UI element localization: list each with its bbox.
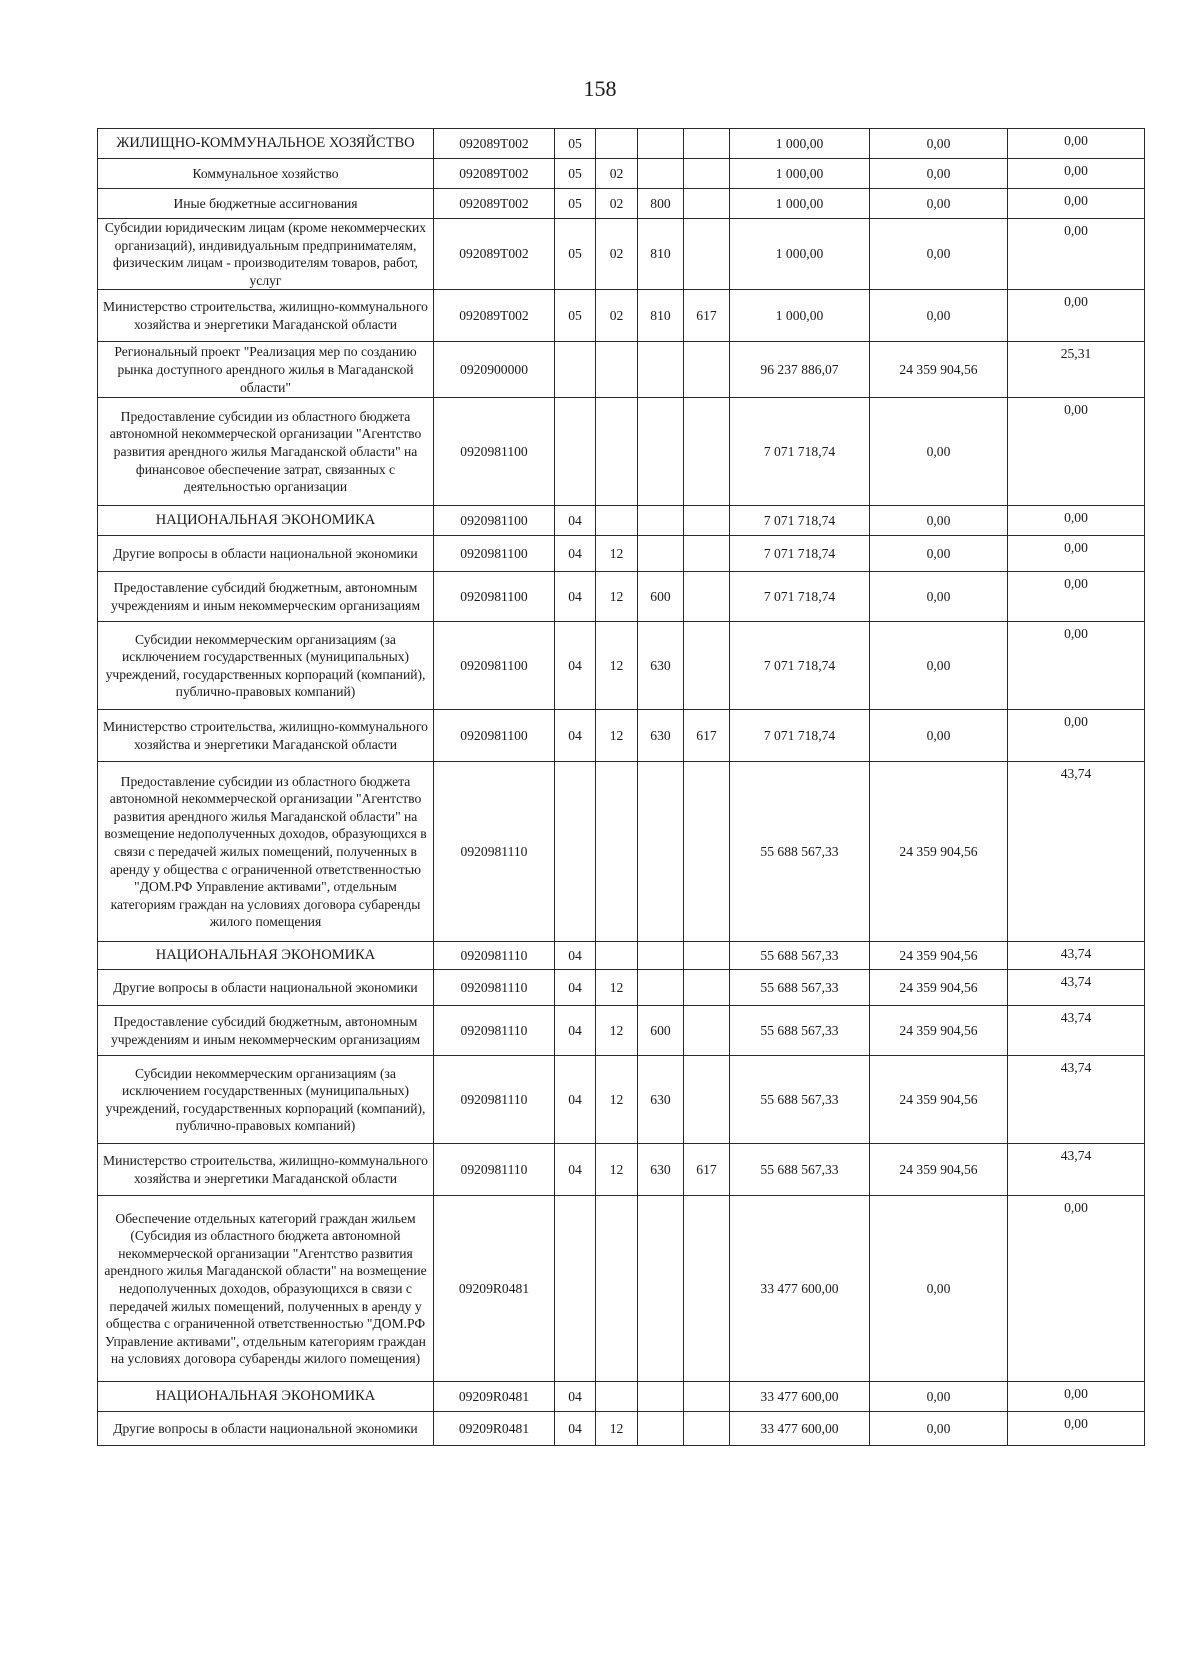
- cell-plan: 55 688 567,33: [730, 1056, 870, 1144]
- cell-name: Региональный проект "Реализация мер по созданию рынка доступного арендного жилья в Магаданской области": [98, 342, 434, 398]
- cell-section: [555, 762, 596, 942]
- cell-code: 092089Т002: [434, 159, 555, 189]
- cell-plan: 55 688 567,33: [730, 1144, 870, 1196]
- cell-subsection: 12: [596, 970, 638, 1006]
- cell-name: Предоставление субсидий бюджетным, автономным учреждениям и иным некоммерческим организациям: [98, 1006, 434, 1056]
- cell-section: 04: [555, 572, 596, 622]
- cell-plan: 33 477 600,00: [730, 1382, 870, 1412]
- cell-subsection: [596, 762, 638, 942]
- cell-subsection: 12: [596, 1144, 638, 1196]
- cell-expense-type: [638, 970, 684, 1006]
- cell-grbs: [684, 189, 730, 219]
- cell-name: Предоставление субсидии из областного бюджета автономной некоммерческой организации "Агентство развития арендного жилья Магаданской области" на возмещение недополученных доходов, образующихся в связи с передачей жилых помещений, полученных в аренду у общества с ограниченной ответственностью "ДОМ.РФ Управление активами", отдельным категориям граждан на условиях договора субаренды жилого помещения: [98, 762, 434, 942]
- cell-name: Другие вопросы в области национальной экономики: [98, 536, 434, 572]
- cell-section: 04: [555, 1382, 596, 1412]
- cell-percent: 43,74: [1008, 942, 1145, 970]
- cell-percent: 43,74: [1008, 1006, 1145, 1056]
- cell-fact: 0,00: [870, 398, 1008, 506]
- cell-percent: 0,00: [1008, 290, 1145, 342]
- cell-expense-type: [638, 1412, 684, 1446]
- cell-name: НАЦИОНАЛЬНАЯ ЭКОНОМИКА: [98, 506, 434, 536]
- cell-subsection: [596, 129, 638, 159]
- cell-code: 0920981110: [434, 762, 555, 942]
- cell-percent: 43,74: [1008, 1144, 1145, 1196]
- cell-name: Министерство строительства, жилищно-коммунального хозяйства и энергетики Магаданской области: [98, 710, 434, 762]
- table-row: [98, 1144, 1145, 1196]
- cell-expense-type: [638, 159, 684, 189]
- cell-code: 0920981110: [434, 1006, 555, 1056]
- cell-percent: 0,00: [1008, 189, 1145, 219]
- cell-plan: 1 000,00: [730, 219, 870, 290]
- cell-section: 04: [555, 942, 596, 970]
- budget-table: [97, 128, 1145, 1446]
- cell-grbs: 617: [684, 1144, 730, 1196]
- cell-section: 04: [555, 536, 596, 572]
- cell-code: 092089Т002: [434, 189, 555, 219]
- cell-name: Другие вопросы в области национальной экономики: [98, 970, 434, 1006]
- cell-plan: 33 477 600,00: [730, 1412, 870, 1446]
- cell-code: 0920900000: [434, 342, 555, 398]
- cell-fact: 0,00: [870, 710, 1008, 762]
- cell-plan: 1 000,00: [730, 290, 870, 342]
- cell-expense-type: 600: [638, 1006, 684, 1056]
- table-row: [98, 942, 1145, 970]
- cell-plan: 7 071 718,74: [730, 398, 870, 506]
- cell-grbs: [684, 398, 730, 506]
- cell-expense-type: [638, 129, 684, 159]
- cell-fact: 24 359 904,56: [870, 942, 1008, 970]
- cell-subsection: 02: [596, 290, 638, 342]
- cell-grbs: [684, 572, 730, 622]
- table-row: [98, 572, 1145, 622]
- cell-grbs: [684, 219, 730, 290]
- cell-percent: 0,00: [1008, 710, 1145, 762]
- cell-section: 05: [555, 159, 596, 189]
- cell-expense-type: 600: [638, 572, 684, 622]
- cell-plan: 7 071 718,74: [730, 710, 870, 762]
- cell-name: Предоставление субсидии из областного бюджета автономной некоммерческой организации "Агентство развития арендного жилья Магаданской области" на финансовое обеспечение затрат, связанных с деятельностью организации: [98, 398, 434, 506]
- cell-grbs: 617: [684, 290, 730, 342]
- table-row: [98, 1196, 1145, 1382]
- cell-name: Министерство строительства, жилищно-коммунального хозяйства и энергетики Магаданской области: [98, 1144, 434, 1196]
- cell-grbs: 617: [684, 710, 730, 762]
- cell-subsection: [596, 342, 638, 398]
- cell-code: 0920981100: [434, 710, 555, 762]
- page-number: 158: [583, 76, 617, 101]
- cell-name: Субсидии некоммерческим организациям (за исключением государственных (муниципальных) учреждений, государственных корпораций (компаний), публично-правовых компаний): [98, 1056, 434, 1144]
- table-row: [98, 1412, 1145, 1446]
- cell-plan: 33 477 600,00: [730, 1196, 870, 1382]
- table-row: [98, 189, 1145, 219]
- cell-fact: 0,00: [870, 129, 1008, 159]
- cell-expense-type: 630: [638, 1056, 684, 1144]
- cell-percent: 0,00: [1008, 1382, 1145, 1412]
- cell-grbs: [684, 506, 730, 536]
- cell-section: 05: [555, 189, 596, 219]
- cell-percent: 0,00: [1008, 1196, 1145, 1382]
- cell-fact: 0,00: [870, 1382, 1008, 1412]
- cell-percent: 0,00: [1008, 219, 1145, 290]
- cell-percent: 0,00: [1008, 622, 1145, 710]
- cell-expense-type: [638, 536, 684, 572]
- cell-percent: 43,74: [1008, 970, 1145, 1006]
- cell-section: 04: [555, 710, 596, 762]
- cell-grbs: [684, 342, 730, 398]
- cell-percent: 43,74: [1008, 1056, 1145, 1144]
- cell-grbs: [684, 1382, 730, 1412]
- cell-code: 0920981110: [434, 970, 555, 1006]
- cell-subsection: [596, 1382, 638, 1412]
- cell-expense-type: 630: [638, 710, 684, 762]
- cell-fact: 24 359 904,56: [870, 342, 1008, 398]
- cell-subsection: 12: [596, 536, 638, 572]
- table-row: [98, 129, 1145, 159]
- cell-grbs: [684, 1196, 730, 1382]
- table-row: [98, 1382, 1145, 1412]
- cell-name: Обеспечение отдельных категорий граждан жильем (Субсидия из областного бюджета автономной некоммерческой организации "Агентство развития арендного жилья Магаданской области" на возмещение недополученных доходов, образующихся в связи с передачей жилых помещений, полученных в аренду у общества с ограниченной ответственностью "ДОМ.РФ Управление активами", отдельным категориям граждан на условиях договора субаренды жилого помещения): [98, 1196, 434, 1382]
- cell-grbs: [684, 1412, 730, 1446]
- cell-grbs: [684, 159, 730, 189]
- cell-code: 0920981100: [434, 398, 555, 506]
- cell-fact: 0,00: [870, 506, 1008, 536]
- cell-fact: 0,00: [870, 219, 1008, 290]
- cell-name: НАЦИОНАЛЬНАЯ ЭКОНОМИКА: [98, 942, 434, 970]
- cell-plan: 55 688 567,33: [730, 942, 870, 970]
- cell-grbs: [684, 129, 730, 159]
- table-row: [98, 159, 1145, 189]
- cell-subsection: 02: [596, 219, 638, 290]
- table-row: [98, 1006, 1145, 1056]
- table-row: [98, 398, 1145, 506]
- cell-subsection: [596, 1196, 638, 1382]
- cell-code: 09209R0481: [434, 1412, 555, 1446]
- cell-section: 04: [555, 1412, 596, 1446]
- cell-plan: 96 237 886,07: [730, 342, 870, 398]
- cell-percent: 0,00: [1008, 129, 1145, 159]
- cell-plan: 55 688 567,33: [730, 1006, 870, 1056]
- table-row: [98, 622, 1145, 710]
- cell-percent: 0,00: [1008, 506, 1145, 536]
- table-body: [98, 129, 1145, 1446]
- cell-subsection: 12: [596, 710, 638, 762]
- cell-fact: 24 359 904,56: [870, 1056, 1008, 1144]
- cell-plan: 1 000,00: [730, 129, 870, 159]
- cell-section: 05: [555, 129, 596, 159]
- cell-section: 04: [555, 1006, 596, 1056]
- cell-subsection: [596, 942, 638, 970]
- cell-grbs: [684, 762, 730, 942]
- cell-fact: 24 359 904,56: [870, 762, 1008, 942]
- cell-plan: 55 688 567,33: [730, 970, 870, 1006]
- table-row: [98, 1056, 1145, 1144]
- cell-code: 0920981110: [434, 1056, 555, 1144]
- cell-code: 092089Т002: [434, 290, 555, 342]
- cell-name: Коммунальное хозяйство: [98, 159, 434, 189]
- cell-plan: 55 688 567,33: [730, 762, 870, 942]
- cell-code: 0920981100: [434, 622, 555, 710]
- cell-grbs: [684, 536, 730, 572]
- cell-expense-type: [638, 506, 684, 536]
- table-row: [98, 762, 1145, 942]
- cell-fact: 0,00: [870, 536, 1008, 572]
- cell-section: [555, 1196, 596, 1382]
- cell-expense-type: 810: [638, 290, 684, 342]
- cell-subsection: 12: [596, 572, 638, 622]
- cell-subsection: 12: [596, 1412, 638, 1446]
- cell-name: Другие вопросы в области национальной экономики: [98, 1412, 434, 1446]
- cell-code: 0920981100: [434, 536, 555, 572]
- cell-expense-type: [638, 342, 684, 398]
- cell-section: 04: [555, 970, 596, 1006]
- cell-percent: 0,00: [1008, 536, 1145, 572]
- cell-name: ЖИЛИЩНО-КОММУНАЛЬНОЕ ХОЗЯЙСТВО: [98, 129, 434, 159]
- cell-percent: 0,00: [1008, 398, 1145, 506]
- cell-plan: 1 000,00: [730, 189, 870, 219]
- table-row: [98, 342, 1145, 398]
- cell-fact: 0,00: [870, 1412, 1008, 1446]
- cell-section: 04: [555, 622, 596, 710]
- cell-fact: 24 359 904,56: [870, 1144, 1008, 1196]
- cell-grbs: [684, 622, 730, 710]
- cell-subsection: 12: [596, 1056, 638, 1144]
- table-row: [98, 290, 1145, 342]
- cell-expense-type: 800: [638, 189, 684, 219]
- cell-section: [555, 342, 596, 398]
- cell-fact: 0,00: [870, 572, 1008, 622]
- table-row: [98, 219, 1145, 290]
- cell-expense-type: [638, 762, 684, 942]
- cell-name: Субсидии некоммерческим организациям (за исключением государственных (муниципальных) учреждений, государственных корпораций (компаний), публично-правовых компаний): [98, 622, 434, 710]
- cell-code: 0920981110: [434, 1144, 555, 1196]
- cell-percent: 0,00: [1008, 1412, 1145, 1446]
- cell-grbs: [684, 942, 730, 970]
- cell-expense-type: [638, 1196, 684, 1382]
- cell-name: НАЦИОНАЛЬНАЯ ЭКОНОМИКА: [98, 1382, 434, 1412]
- cell-plan: 7 071 718,74: [730, 572, 870, 622]
- cell-code: 092089Т002: [434, 219, 555, 290]
- cell-subsection: 12: [596, 1006, 638, 1056]
- table-row: [98, 536, 1145, 572]
- cell-percent: 0,00: [1008, 159, 1145, 189]
- cell-fact: 0,00: [870, 189, 1008, 219]
- cell-fact: 24 359 904,56: [870, 970, 1008, 1006]
- cell-code: 092089Т002: [434, 129, 555, 159]
- cell-subsection: 02: [596, 189, 638, 219]
- cell-subsection: [596, 506, 638, 536]
- table-row: [98, 710, 1145, 762]
- cell-grbs: [684, 1056, 730, 1144]
- cell-name: Субсидии юридическим лицам (кроме некоммерческих организаций), индивидуальным предпринимателям, физическим лицам - производителям товаров, работ, услуг: [98, 219, 434, 290]
- cell-section: 04: [555, 1144, 596, 1196]
- cell-section: 05: [555, 290, 596, 342]
- cell-fact: 0,00: [870, 622, 1008, 710]
- cell-subsection: 02: [596, 159, 638, 189]
- cell-percent: 43,74: [1008, 762, 1145, 942]
- cell-section: [555, 398, 596, 506]
- cell-name: Иные бюджетные ассигнования: [98, 189, 434, 219]
- cell-fact: 24 359 904,56: [870, 1006, 1008, 1056]
- cell-plan: 7 071 718,74: [730, 622, 870, 710]
- cell-expense-type: 810: [638, 219, 684, 290]
- cell-code: 0920981100: [434, 572, 555, 622]
- cell-code: 09209R0481: [434, 1196, 555, 1382]
- cell-expense-type: [638, 942, 684, 970]
- cell-fact: 0,00: [870, 1196, 1008, 1382]
- cell-expense-type: 630: [638, 622, 684, 710]
- cell-expense-type: [638, 398, 684, 506]
- cell-percent: 25,31: [1008, 342, 1145, 398]
- cell-name: Министерство строительства, жилищно-коммунального хозяйства и энергетики Магаданской области: [98, 290, 434, 342]
- cell-fact: 0,00: [870, 290, 1008, 342]
- cell-expense-type: [638, 1382, 684, 1412]
- cell-fact: 0,00: [870, 159, 1008, 189]
- cell-plan: 7 071 718,74: [730, 536, 870, 572]
- table-row: [98, 970, 1145, 1006]
- cell-section: 05: [555, 219, 596, 290]
- cell-plan: 7 071 718,74: [730, 506, 870, 536]
- cell-code: 0920981110: [434, 942, 555, 970]
- cell-subsection: 12: [596, 622, 638, 710]
- cell-expense-type: 630: [638, 1144, 684, 1196]
- cell-code: 0920981100: [434, 506, 555, 536]
- cell-plan: 1 000,00: [730, 159, 870, 189]
- cell-grbs: [684, 970, 730, 1006]
- cell-percent: 0,00: [1008, 572, 1145, 622]
- cell-code: 09209R0481: [434, 1382, 555, 1412]
- cell-name: Предоставление субсидий бюджетным, автономным учреждениям и иным некоммерческим организациям: [98, 572, 434, 622]
- cell-section: 04: [555, 1056, 596, 1144]
- table-row: [98, 506, 1145, 536]
- cell-grbs: [684, 1006, 730, 1056]
- cell-section: 04: [555, 506, 596, 536]
- cell-subsection: [596, 398, 638, 506]
